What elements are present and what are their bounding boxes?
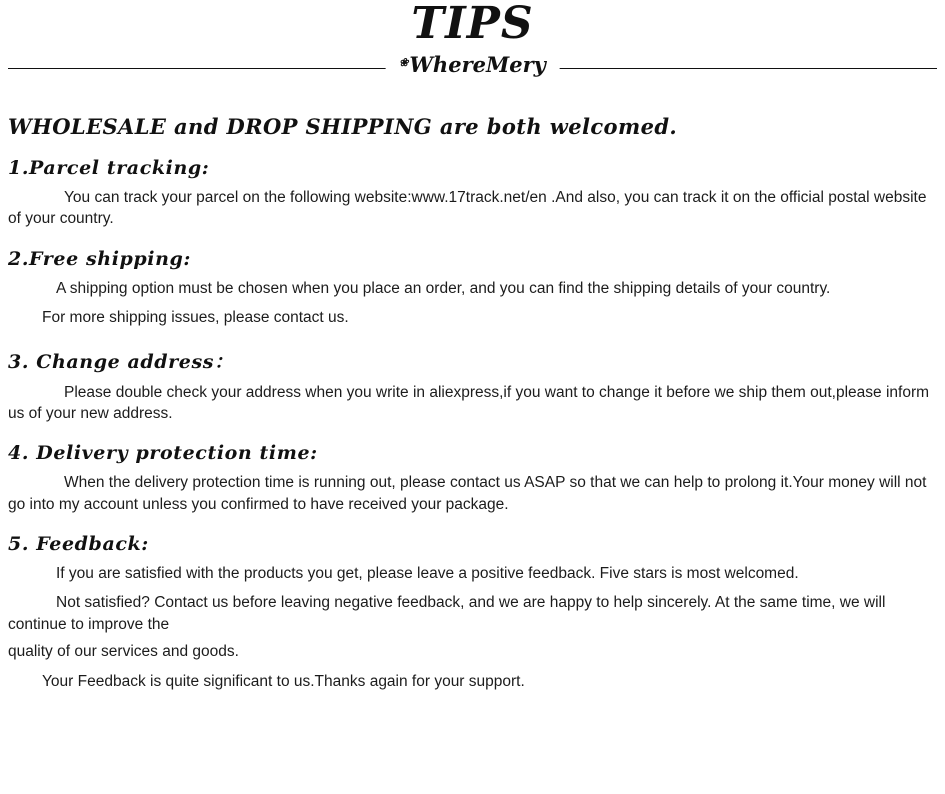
document-body bbox=[0, 86, 945, 692]
section-paragraph: quality of our services and goods. bbox=[8, 643, 239, 661]
section-paragraph: For more shipping issues, please contact us. bbox=[42, 309, 349, 327]
section-paragraph: When the delivery protection time is running out, please contact us ASAP so that we can help to prolong it.Your money will not go into my account unless you confirmed to have received your package. bbox=[8, 474, 927, 513]
page-title: TIPS bbox=[411, 0, 534, 49]
document-header bbox=[0, 0, 945, 86]
section-paragraph: A shipping option must be chosen when you place an order, and you can find the shipping details of your country. bbox=[56, 279, 831, 297]
section-heading-free-shipping: 2.Free shipping: bbox=[8, 247, 192, 270]
section-paragraph: Not satisfied? Contact us before leaving negative feedback, and we are happy to help sincerely. At the same time, we will continue to improve the bbox=[8, 594, 886, 633]
section-paragraph: You can track your parcel on the following website:www.17track.net/en .And also, you can track it on the official postal website of your country. bbox=[8, 189, 927, 228]
brand-label: WhereMery bbox=[409, 52, 546, 77]
section-heading-change-address: 3. Change address： bbox=[8, 350, 234, 373]
section-heading-feedback: 5. Feedback: bbox=[8, 533, 149, 555]
lead-statement: WHOLESALE and DROP SHIPPING are both welcomed. bbox=[8, 114, 678, 139]
section-paragraph: If you are satisfied with the products you get, please leave a positive feedback. Five stars is most welcomed. bbox=[56, 565, 799, 582]
flower-icon: ❀ bbox=[399, 56, 409, 69]
brand-name bbox=[385, 52, 560, 77]
section-paragraph: Your Feedback is quite significant to us.Thanks again for your support. bbox=[42, 672, 525, 690]
section-paragraph: Please double check your address when you write in aliexpress,if you want to change it before we ship them out,please inform us of your new address. bbox=[8, 383, 930, 422]
section-heading-parcel-tracking: 1.Parcel tracking: bbox=[8, 157, 210, 179]
header-divider bbox=[0, 52, 945, 86]
section-heading-delivery-protection-time: 4. Delivery protection time: bbox=[8, 442, 318, 465]
